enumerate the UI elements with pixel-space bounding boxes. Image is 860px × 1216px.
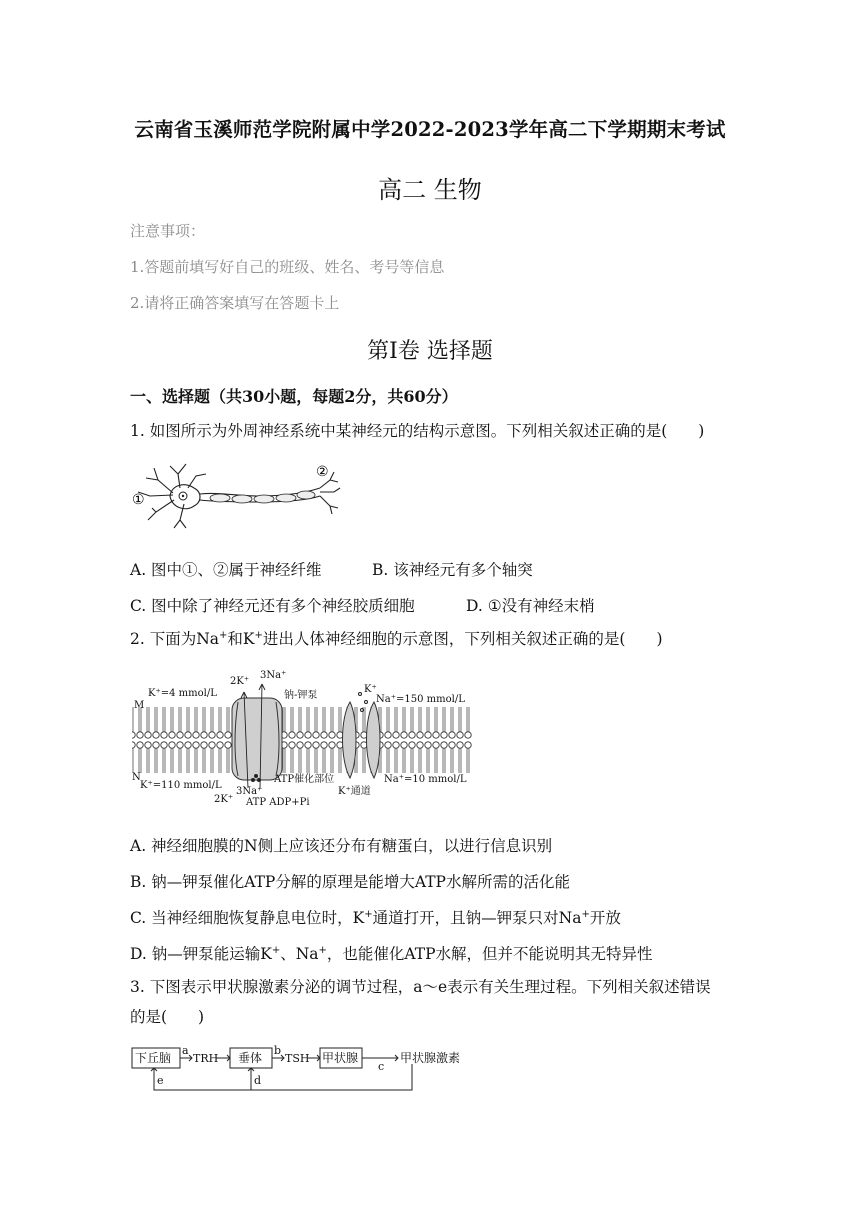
q1-option-b: B. 该神经元有多个轴突 (372, 561, 533, 579)
label-k-top: K⁺ (364, 684, 377, 695)
box-hypothalamus: 下丘脑 (135, 1051, 172, 1065)
volume-title: 第Ⅰ卷 选择题 (367, 339, 493, 364)
label-k-in: K⁺=110 mmol/L (140, 780, 222, 791)
question-1-stem: 1. 如图所示为外周神经系统中某神经元的结构示意图。下列相关叙述正确的是( ) (130, 422, 705, 440)
question-3-stem (130, 972, 730, 1032)
notice-item-2: 2.请将正确答案填写在答题卡上 (130, 294, 340, 312)
subject-title: 高二 生物 (378, 176, 482, 204)
sup-plus: + (254, 629, 263, 641)
sup-plus: + (318, 944, 327, 956)
membrane-figure (128, 668, 488, 810)
box-pituitary: 垂体 (238, 1051, 263, 1065)
label-m: M (134, 700, 145, 711)
page-title: 云南省玉溪师范学院附属中学2022-2023学年高二下学期期末考试 (134, 118, 726, 141)
label-tsh: TSH (285, 1052, 310, 1065)
label-k-out: K⁺=4 mmol/L (148, 688, 217, 699)
label-na-in: Na⁺=10 mmol/L (384, 774, 467, 785)
q2-stem-part3: 进出人体神经细胞的示意图，下列相关叙述正确的是( ) (262, 630, 663, 648)
q2-option-b: B. 钠—钾泵催化ATP分解的原理是能增大ATP水解所需的活化能 (130, 873, 570, 891)
label-3na-top: 3Na⁺ (260, 670, 287, 681)
section-heading: 一、选择题（共30小题，每题2分，共60分） (130, 387, 458, 406)
q2-option-c (130, 906, 621, 928)
notice-heading: 注意事项： (130, 222, 206, 240)
label-atp: ATP ADP+Pi (246, 797, 310, 808)
q3-stem-line1: 3. 下图表示甲状腺激素分泌的调节过程，a～e表示有关生理过程。下列相关叙述错误 (130, 978, 711, 996)
label-na-out: Na⁺=150 mmol/L (376, 694, 465, 705)
q2-stem-part1: 2. 下面为Na (130, 630, 220, 648)
label-pump: 钠-钾泵 (284, 690, 318, 701)
notice-item-1: 1.答题前填写好自己的班级、姓名、考号等信息 (130, 258, 445, 276)
label-b: b (274, 1044, 282, 1057)
label-2: ② (316, 464, 329, 480)
q2-option-d (130, 942, 653, 964)
q1-option-d: D. ①没有神经末梢 (466, 597, 595, 615)
thyroid-regulation-figure (128, 1042, 488, 1098)
q2-stem-part2: 和K (227, 630, 255, 648)
label-atp-site: ATP催化部位 (274, 774, 335, 785)
q2-c-part2: 通道打开，且钠—钾泵只对Na (372, 909, 582, 927)
label-2k-bottom: 2K⁺ (214, 794, 234, 805)
question-2-stem (130, 624, 730, 654)
q1-option-c: C. 图中除了神经元还有多个神经胶质细胞 (130, 597, 415, 615)
label-a: a (182, 1044, 189, 1057)
q2-c-part1: C. 当神经细胞恢复静息电位时，K (130, 909, 365, 927)
label-k-channel: K⁺通道 (338, 786, 371, 797)
q2-d-part3: ，也能催化ATP水解，但并不能说明其无特异性 (326, 945, 653, 963)
q2-d-part2: 、Na (280, 945, 319, 963)
label-trh: TRH (193, 1052, 219, 1065)
sup-plus: + (219, 629, 228, 641)
neuron-figure (128, 458, 344, 536)
label-hormone: 甲状腺激素 (400, 1051, 461, 1065)
q3-stem-line2: 的是( ) (130, 1008, 205, 1026)
sup-plus: + (271, 944, 281, 956)
label-d: d (254, 1074, 262, 1087)
label-3na-bottom: 3Na⁺ (236, 786, 263, 797)
label-n: N (132, 772, 141, 783)
label-c: c (378, 1060, 385, 1073)
sup-plus: + (364, 908, 373, 920)
label-2k-top: 2K⁺ (230, 676, 250, 687)
q2-d-part1: D. 钠—钾泵能运输K (130, 945, 272, 963)
label-1: ① (132, 492, 145, 508)
q2-c-part3: 开放 (589, 909, 621, 927)
box-thyroid: 甲状腺 (322, 1051, 359, 1065)
q2-option-a: A. 神经细胞膜的N侧上应该还分布有糖蛋白，以进行信息识别 (130, 837, 553, 855)
label-e: e (157, 1074, 164, 1087)
sup-plus: + (581, 908, 590, 920)
q1-option-a: A. 图中①、②属于神经纤维 (130, 561, 322, 579)
